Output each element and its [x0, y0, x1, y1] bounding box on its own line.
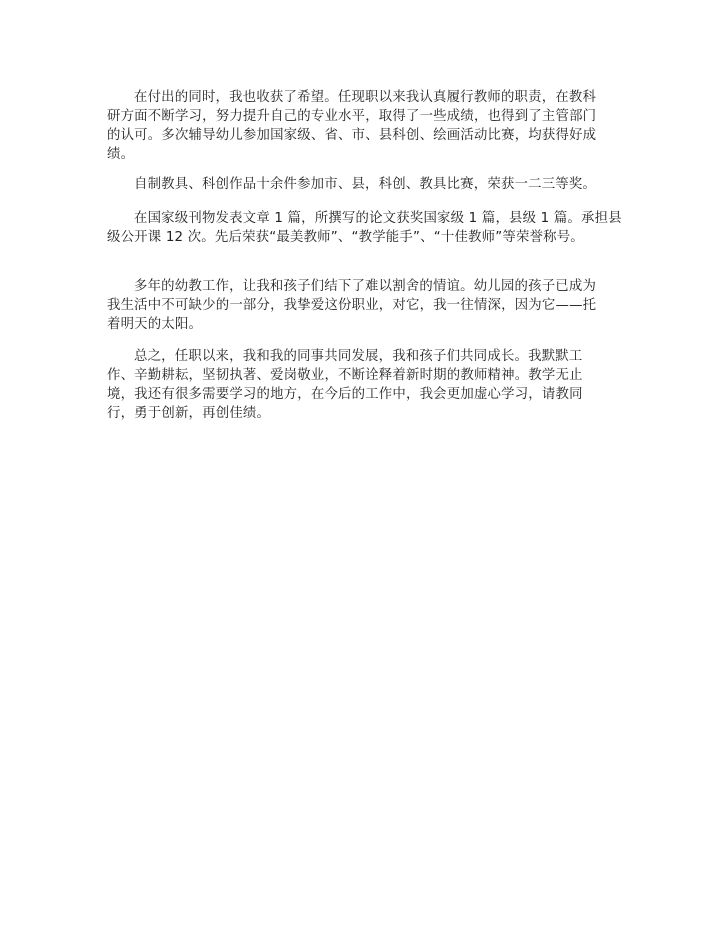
paragraph-dedication: [107, 277, 607, 334]
text-line: 行，勇于创新，再创佳绩。: [107, 406, 271, 421]
paragraph-summary: [107, 347, 607, 423]
text-line: 在国家级刊物发表文章 1 篇，所撰写的论文获奖国家级 1 篇，县级 1 篇。承担县: [134, 211, 622, 226]
text-line: 总之，任职以来，我和我的同事共同发展，我和孩子们共同成长。我默默工: [134, 349, 583, 364]
text-line: 作、辛勤耕耘，坚韧执著、爱岗敬业，不断诠释着新时期的教师精神。教学无止: [107, 368, 583, 383]
text-line: 多年的幼教工作，让我和孩子们结下了难以割舍的情谊。幼儿园的孩子已成为: [134, 279, 597, 294]
text-line: 着明天的太阳。: [107, 317, 203, 332]
paragraph-teaching-aids: [107, 175, 607, 194]
paragraph-achievements-intro: [107, 88, 607, 164]
text-line: 在付出的同时，我也收获了希望。任现职以来我认真履行教师的职责，在教科: [134, 90, 597, 105]
text-line: 研方面不断学习，努力提升自己的专业水平，取得了一些成绩，也得到了主管部门: [107, 109, 597, 124]
text-line: 境，我还有很多需要学习的地方，在今后的工作中，我会更加虚心学习，请教同: [107, 387, 583, 402]
text-line: 自制教具、科创作品十余件参加市、县，科创、教具比赛，荣获一二三等奖。: [134, 177, 597, 192]
paragraph-publications-honors: [107, 209, 622, 247]
text-line: 级公开课 12 次。先后荣获“最美教师”、“教学能手”、“十佳教师”等荣誉称号。: [107, 230, 584, 245]
text-line: 我生活中不可缺少的一部分，我挚爱这份职业，对它，我一往情深，因为它——托: [107, 298, 597, 313]
text-line: 绩。: [107, 147, 135, 162]
text-line: 的认可。多次辅导幼儿参加国家级、省、市、县科创、绘画活动比赛，均获得好成: [107, 128, 597, 143]
